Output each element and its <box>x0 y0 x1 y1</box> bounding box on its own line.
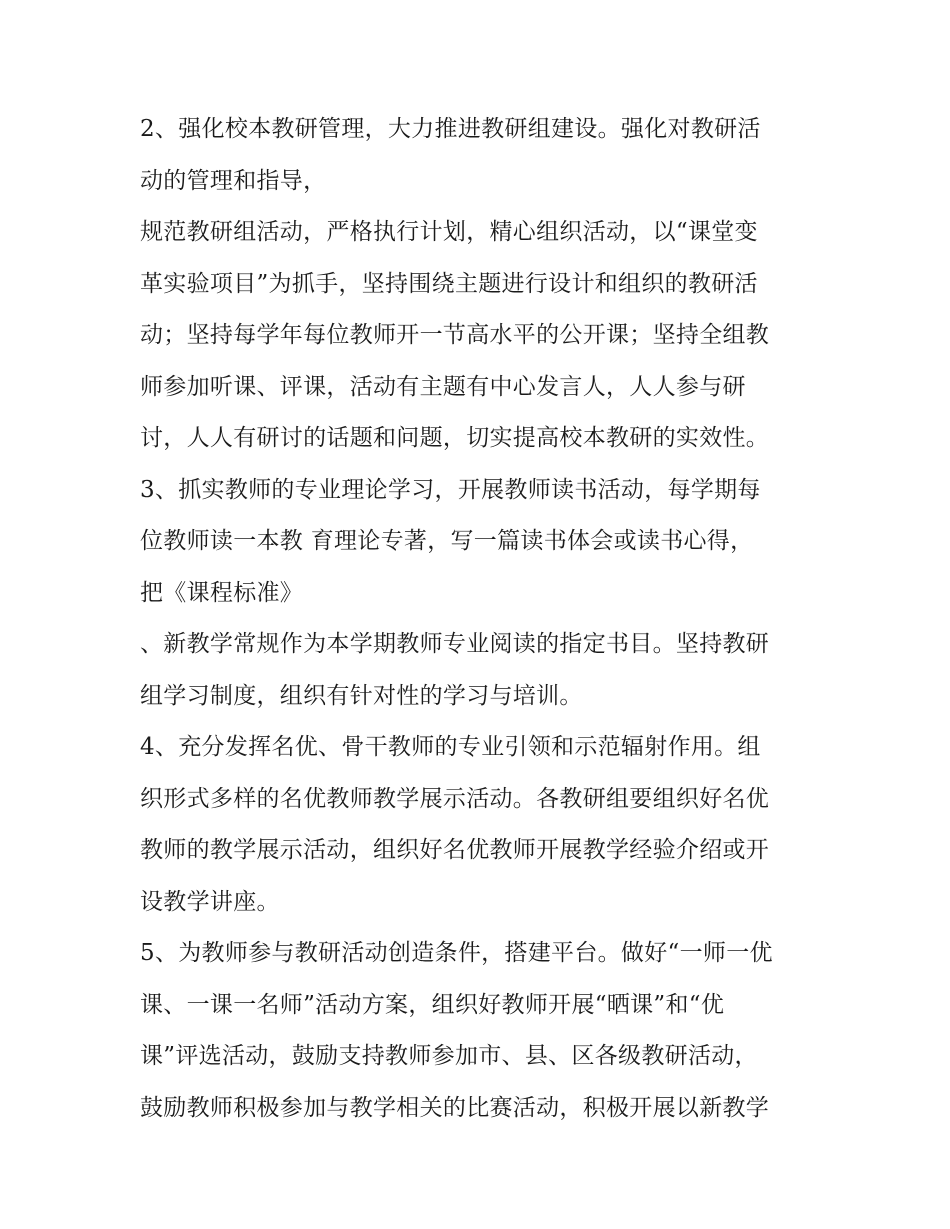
text-line: 、新教学常规作为本学期教师专业阅读的指定书目。坚持教研 <box>140 631 770 657</box>
text-line: 师参加听课、评课，活动有主题有中心发言人，人人参与研 <box>140 373 746 400</box>
text-line: 规范教研组活动，严格执行计划，精心组织活动，以“课堂变 <box>140 219 758 245</box>
text-line: 织形式多样的名优教师教学展示活动。各教研组要组织好名优 <box>140 785 770 812</box>
text-line: 动；坚持每学年每位教师开一节高水平的公开课；坚持全组教 <box>140 322 770 348</box>
text-line: 把《课程标准》 <box>140 579 304 606</box>
text-line: 讨，人人有研讨的话题和问题，切实提高校本教研的实效性。 <box>140 425 770 451</box>
text-line: 革实验项目”为抓手，坚持围绕主题进行设计和组织的教研活 <box>140 270 758 297</box>
text-line: 2、强化校本教研管理，大力推进教研组建设。强化对教研活 <box>140 116 761 142</box>
text-line: 教师的教学展示活动，组织好名优教师开展教学经验介绍或开 <box>140 837 770 863</box>
text-line: 动的管理和指导， <box>140 167 327 194</box>
text-line: 鼓励教师积极参加与教学相关的比赛活动，积极开展以新教学 <box>140 1094 770 1121</box>
document-body <box>140 104 830 1134</box>
text-line: 课、一课一名师”活动方案，组织好教师开展“晒课”和“优 <box>140 991 725 1018</box>
text-line: 位教师读一本教 育理论专著，写一篇读书体会或读书心得， <box>140 528 754 554</box>
text-line: 4、充分发挥名优、骨干教师的专业引领和示范辐射作用。组 <box>140 734 761 760</box>
text-line: 5、为教师参与教研活动创造条件，搭建平台。做好“一师一优 <box>140 940 773 966</box>
text-line: 组学习制度，组织有针对性的学习与培训。 <box>140 682 583 709</box>
text-line: 设教学讲座。 <box>140 888 280 915</box>
text-line: 课”评选活动，鼓励支持教师参加市、县、区各级教研活动， <box>140 1043 758 1069</box>
text-line: 3、抓实教师的专业理论学习，开展教师读书活动，每学期每 <box>140 476 761 503</box>
